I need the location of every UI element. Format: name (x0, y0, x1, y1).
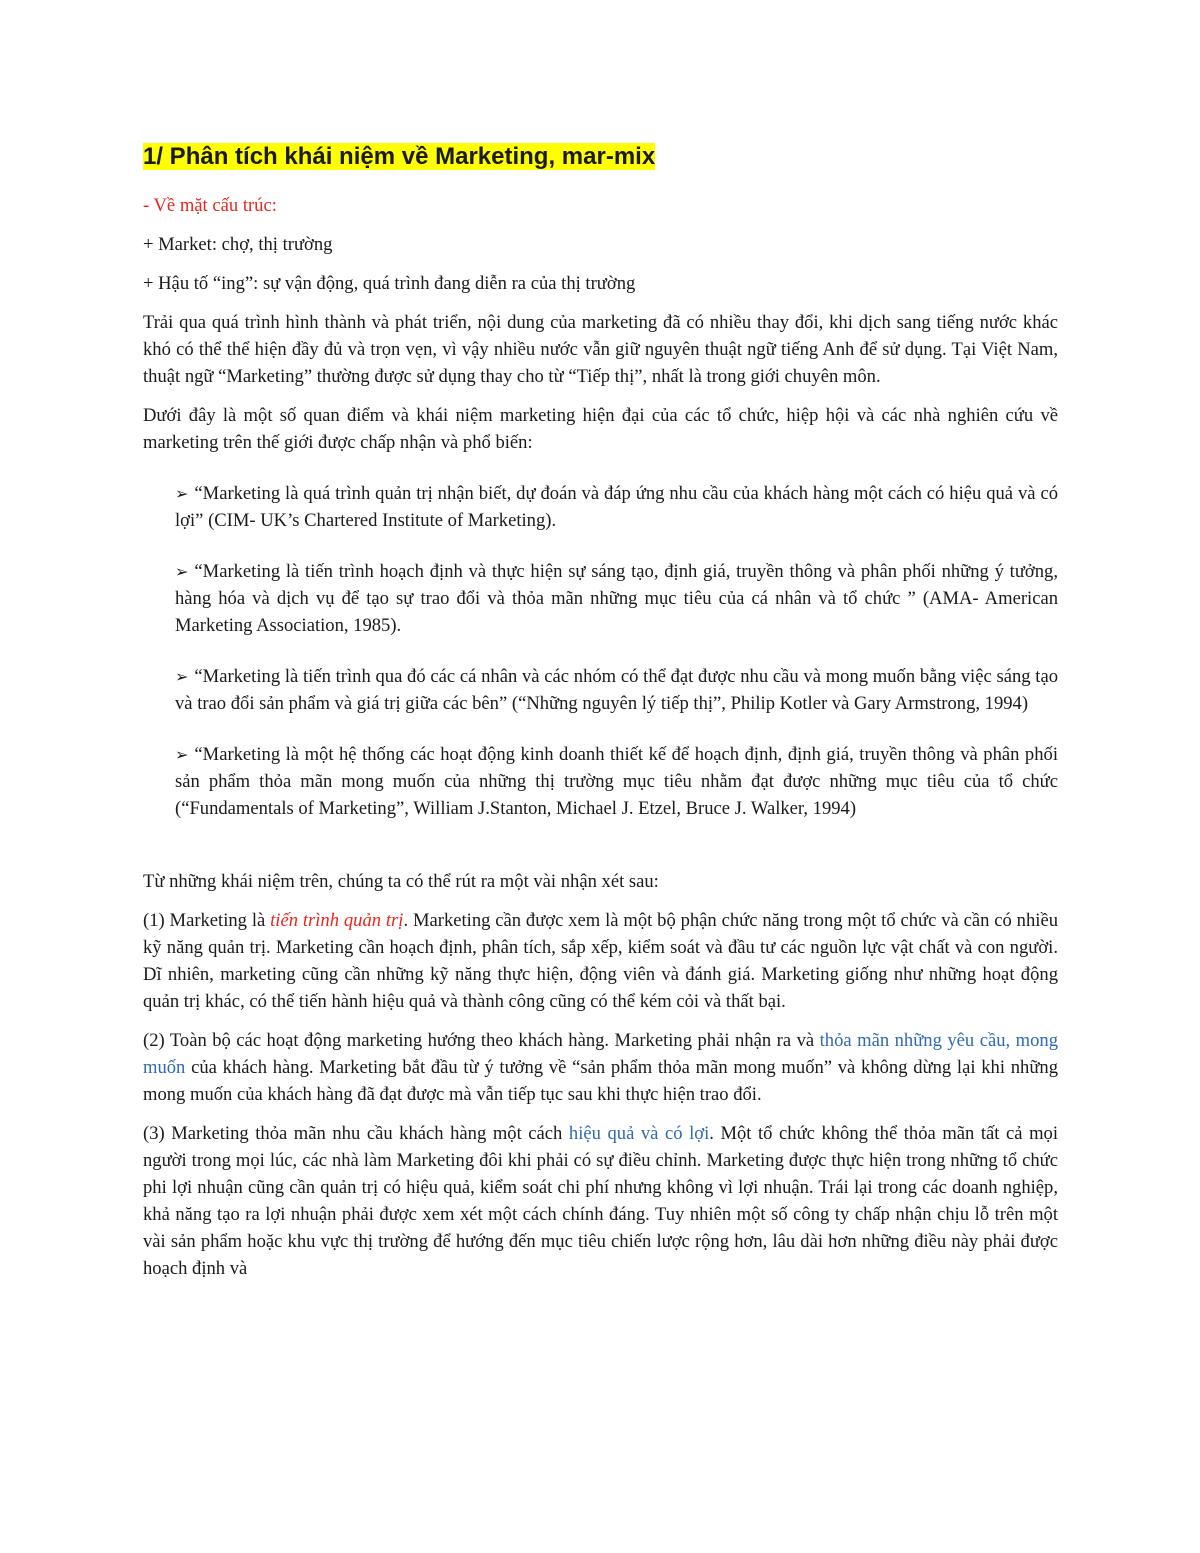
quote-text: “Marketing là một hệ thống các hoạt động kinh doanh thiết kế để hoạch định, định giá, truyền thông và phân phối sản phẩm thỏa mãn mong muốn của những thị trường mục tiêu nhằm đạt được những mục tiêu của tổ chức (“Fundamentals of Marketing”, William J.Stanton, Michael J. Etzel, Bruce J. Walker, 1994) (175, 744, 1058, 819)
point-1 (143, 907, 1058, 1015)
point-3 (143, 1120, 1058, 1282)
point-3-prefix: (3) Marketing thỏa mãn nhu cầu khách hàng một cách (143, 1123, 569, 1144)
point-2-rest: của khách hàng. Marketing bắt đầu từ ý tưởng về “sản phẩm thỏa mãn mong muốn” và không dừng lại khi những mong muốn của khách hàng đã đạt được mà vẫn tiếp tục sau khi thực hiện trao đổi. (143, 1057, 1058, 1105)
point-3-rest: . Một tổ chức không thể thỏa mãn tất cả mọi người trong mọi lúc, các nhà làm Marketing đôi khi phải có sự điều chỉnh. Marketing được thực hiện trong những tổ chức phi lợi nhuận cũng cần quản trị có hiệu quả, kiểm soát chi phí nhưng không vì lợi nhuận. Trái lại trong các doanh nghiệp, khả năng tạo ra lợi nhuận phải được xem xét một cách chính đáng. Tuy nhiên một số công ty chấp nhận chịu lỗ trên một vài sản phẩm hoặc khu vực thị trường để hướng đến mục tiêu chiến lược rộng hơn, lâu dài hơn những điều này phải được hoạch định và (143, 1123, 1059, 1279)
structure-label: - Về mặt cấu trúc: (143, 195, 277, 216)
point-2-prefix: (2) Toàn bộ các hoạt động marketing hướng theo khách hàng. Marketing phải nhận ra và (143, 1030, 820, 1051)
quote-text: “Marketing là tiến trình qua đó các cá nhân và các nhóm có thể đạt được nhu cầu và mong muốn bằng việc sáng tạo và trao đổi sản phẩm và giá trị giữa các bên” (“Những nguyên lý tiếp thị”, Philip Kotler và Gary Armstrong, 1994) (175, 666, 1058, 714)
point-1-prefix: (1) Marketing là (143, 910, 271, 931)
quote-item (175, 741, 1058, 822)
market-line: + Market: chợ, thị trường (143, 234, 333, 255)
quote-item (175, 663, 1058, 717)
quote-item (175, 558, 1058, 639)
conclusions-intro: Từ những khái niệm trên, chúng ta có thể rút ra một vài nhận xét sau: (143, 871, 659, 892)
point-3-highlight: hiệu quả và có lợi (568, 1123, 710, 1144)
quote-text: “Marketing là quá trình quản trị nhận biết, dự đoán và đáp ứng nhu cầu của khách hàng một cách có hiệu quả và có lợi” (CIM- UK’s Chartered Institute of Marketing). (175, 483, 1058, 531)
definitions-intro: Dưới đây là một số quan điểm và khái niệm marketing hiện đại của các tổ chức, hiệp hội và các nhà nghiên cứu về marketing trên thế giới được chấp nhận và phổ biến: (143, 405, 1058, 453)
quote-item (175, 480, 1058, 534)
spacer (143, 846, 1058, 868)
quote-text: “Marketing là tiến trình hoạch định và thực hiện sự sáng tạo, định giá, truyền thông và phân phối những ý tưởng, hàng hóa và dịch vụ để tạo sự trao đổi và thỏa mãn những mục tiêu của cá nhân và tổ chức ” (AMA- American Marketing Association, 1985). (175, 561, 1058, 636)
point-2-highlight: thỏa mãn những yêu cầu, mong muốn (143, 1030, 1058, 1078)
arrow-bullet-icon: ➢ (175, 484, 189, 503)
arrow-bullet-icon: ➢ (175, 562, 189, 581)
arrow-bullet-icon: ➢ (175, 745, 189, 764)
arrow-bullet-icon: ➢ (175, 667, 189, 686)
suffix-line: + Hậu tố “ing”: sự vận động, quá trình đang diễn ra của thị trường (143, 273, 636, 294)
section-heading (143, 140, 1058, 174)
document-page (143, 140, 1058, 1294)
point-1-rest: . Marketing cần được xem là một bộ phận chức năng trong một tổ chức và cần có nhiều kỹ năng quản trị. Marketing cần hoạch định, phân tích, sắp xếp, kiểm soát và đầu tư các nguồn lực vật chất và con người. Dĩ nhiên, marketing cũng cần những kỹ năng thực hiện, động viên và đánh giá. Marketing giống như những hoạt động quản trị khác, có thể tiến hành hiệu quả và thành công cũng có thể kém cỏi và thất bại. (143, 910, 1058, 1012)
point-2 (143, 1027, 1058, 1108)
heading-text: 1/ Phân tích khái niệm về Marketing, mar-mix (143, 143, 656, 170)
point-1-highlight: tiến trình quản trị (270, 910, 404, 931)
intro-paragraph: Trải qua quá trình hình thành và phát triển, nội dung của marketing đã có nhiều thay đổi, khi dịch sang tiếng nước khác khó có thể thể hiện đầy đủ và trọn vẹn, vì vậy nhiều nước vẫn giữ nguyên thuật ngữ tiếng Anh để sử dụng. Tại Việt Nam, thuật ngữ “Marketing” thường được sử dụng thay cho từ “Tiếp thị”, nhất là trong giới chuyên môn. (143, 312, 1058, 387)
